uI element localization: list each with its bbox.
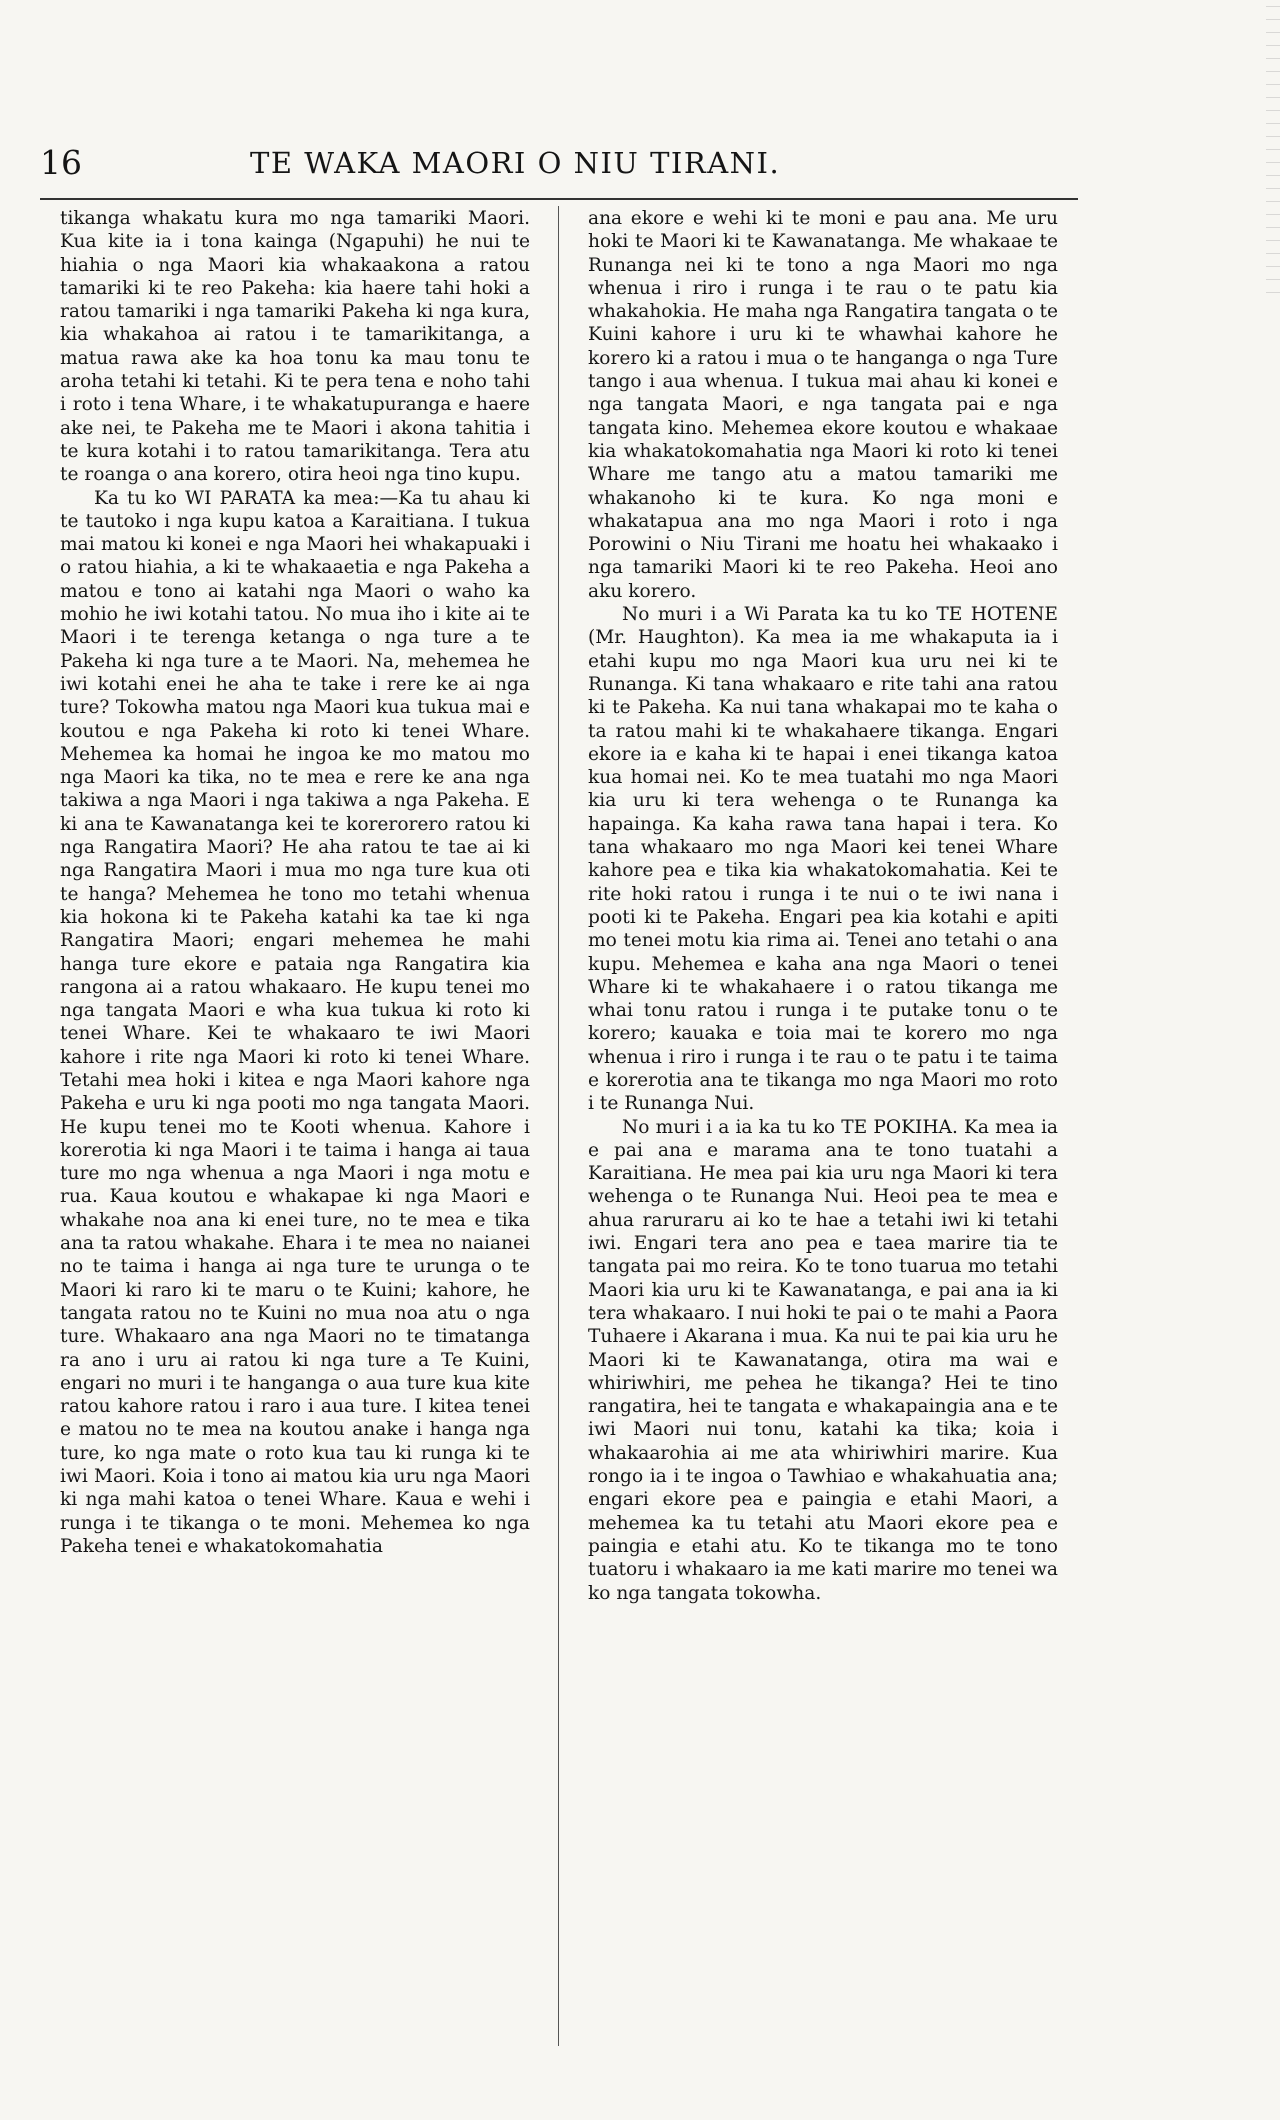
right-paragraph-2: No muri i a Wi Parata ka tu ko TE HOTENE (Mr. Haughton). Ka mea ia me whakaputa ia i etahi kupu mo nga Maori kua uru nei ki te Runanga. Ki tana whakaaro e rite tahi ana ratou ki te Pakeha. Ka nui tana whakapai mo te kaha o ta ratou mahi ki te whakahaere tikanga. Engari ekore ia e kaha ki te hapai i enei tikanga katoa kua homai nei. Ko te mea tuatahi mo nga Maori kia uru ki tera wehenga o te Runanga ka hapainga. Ka kaha rawa tana hapai i tera. Ko tana whakaaro mo nga Maori kei tenei Whare kahore pea e tika kia whakatokomahatia. Kei te rite hoki ratou i runga i te nui o te iwi nana i pooti ki te Pakeha. Engari pea kia kotahi e apiti mo tenei motu kia rima ai. Tenei ano tetahi o ana kupu. Mehemea e kaha ana nga Maori o tenei Whare ki te whakahaere i o ratou tikanga me whai tonu ratou i runga i te putake tonu o te korero; kauaka e toia mai te korero mo nga whenua i riro i runga i te rau o te patu i te taima e korerotia ana te tikanga mo nga Maori mo roto i te Runanga Nui. [588, 604, 1058, 1115]
right-paragraph-3: No muri i a ia ka tu ko TE POKIHA. Ka mea ia e pai ana e marama ana te tono tuatahi a Karaitiana. He mea pai kia uru nga Maori ki tera wehenga o te Runanga Nui. Heoi pea te mea e ahua raruraru ai ko te hae a tetahi iwi ki tetahi iwi. Engari tera ano pea e taea marire tia te tangata pai mo reira. Ko te tono tuarua mo tetahi Maori kia uru ki te Kawanatanga, e pai ana ia ki tera whakaaro. I nui hoki te pai o te mahi a Paora Tuhaere i Akarana i mua. Ka nui te pai kia uru he Maori ki te Kawanatanga, otira ma wai e whiriwhiri, me pehea he tikanga? Hei te tino rangatira, hei te tangata e whakapaingia ana e te iwi Maori nui tonu, katahi ka tika; koia i whakaarohia ai me ata whiriwhiri marire. Kua rongo ia i te ingoa o Tawhiao e whakahuatia ana; engari ekore pea e paingia e etahi Maori, a mehemea ka tu tetahi atu Maori ekore pea e paingia e etahi atu. Ko te tikanga mo te tono tuatoru i whakaaro ia me kati marire mo tenei wa ko nga tangata tokowha. [588, 1116, 1058, 1604]
header-rule [40, 198, 1078, 200]
right-paragraph-1: ana ekore e wehi ki te moni e pau ana. Me uru hoki te Maori ki te Kawanatanga. Me whakaae te Runanga nei ki te tono a nga Maori mo nga whenua i riro i runga i te rau o te patu kia whakahokia. He maha nga Rangatira tangata o te Kuini kahore i uru ki te whawhai kahore he korero ki a ratou i mua o te hanganga o nga Ture tango i aua whenua. I tukua mai ahau ki konei e nga tangata Maori, e nga tangata pai e nga tangata kino. Mehemea ekore koutou e whakaae kia whakatokomahatia nga Maori ki roto ki tenei Whare me tango atu a matou tamariki me whakanoho ki te kura. Ko nga moni e whakatapua ana mo nga Maori i roto i nga Porowini o Niu Tirani me hoatu hei whakaako i nga tamariki Maori ki te reo Pakeha. Heoi ano aku korero. [588, 208, 1058, 602]
left-paragraph-1: tikanga whakatu kura mo nga tamariki Maori. Kua kite ia i tona kainga (Ngapuhi) he nui te hiahia o nga Maori kia whakaakona a ratou tamariki ki te reo Pakeha: kia haere tahi hoki a ratou tamariki i nga tamariki Pakeha ki nga kura, kia whakahoa ai ratou i te tamarikitanga, a matua rawa ake ka hoa tonu ka mau tonu te aroha tetahi ki tetahi. Ki te pera tena e noho tahi i roto i tena Whare, i te whakatupuranga e haere ake nei, te Pakeha me te Maori i akona tahitia i te kura kotahi i to ratou tamarikitanga. Tera atu te roanga o ana korero, otira heoi nga tino kupu. [60, 208, 530, 486]
running-title: TE WAKA MAORI O NIU TIRANI. [250, 146, 781, 180]
page-edge-specks [1266, 0, 1280, 300]
left-column [60, 207, 530, 1558]
page-number: 16 [40, 143, 82, 182]
column-divider [558, 206, 559, 2046]
right-column [588, 207, 1058, 1605]
left-paragraph-2: Ka tu ko WI PARATA ka mea:—Ka tu ahau ki te tautoko i nga kupu katoa a Karaitiana. I tukua mai matou ki konei e nga Maori hei whakapuaki i o ratou hiahia, a ki te whakaaetia e nga Pakeha a matou e tono ai katahi nga Maori o waho ka mohio he iwi kotahi tatou. No mua iho i kite ai te Maori i te terenga ketanga o nga ture a te Pakeha ki nga ture a te Maori. Na, mehemea he iwi kotahi enei he aha te take i rere ke ai nga ture? Tokowha matou nga Maori kua tukua mai e koutou e nga Pakeha ki roto ki tenei Whare. Mehemea ka homai he ingoa ke mo matou mo nga Maori ka tika, no te mea e rere ke ana nga takiwa a nga Maori i nga takiwa a nga Pakeha. E ki ana te Kawanatanga kei te korerorero ratou ki nga Rangatira Maori? He aha ratou te tae ai ki nga Rangatira Maori i mua mo nga ture kua oti te hanga? Mehemea he tono mo tetahi whenua kia hokona ki te Pakeha katahi ka tae ki nga Rangatira Maori; engari mehemea he mahi hanga ture ekore e pataia nga Rangatira kia rangona ai a ratou whakaaro. He kupu tenei mo nga tangata Maori e wha kua tukua ki roto ki tenei Whare. Kei te whakaaro te iwi Maori kahore i rite nga Maori ki roto ki tenei Whare. Tetahi mea hoki i kitea e nga Maori kahore nga Pakeha e uru ki nga pooti mo nga tangata Maori. He kupu tenei mo te Kooti whenua. Kahore i korerotia ki nga Maori i te taima i hanga ai taua ture mo nga whenua a nga Maori i nga motu e rua. Kaua koutou e whakapae ki nga Maori e whakahe noa ana ki enei ture, no te mea e tika ana ta ratou whakahe. Ehara i te mea no naianei no te taima i hanga ai nga ture te urunga o te Maori ki raro ki te maru o te Kuini; kahore, he tangata ratou no te Kuini no mua noa atu o nga ture. Whakaaro ana nga Maori no te timatanga ra ano i uru ai ratou ki nga ture a Te Kuini, engari no muri i te hanganga o aua ture kua kite ratou kahore ratou i raro i aua ture. I kitea tenei e matou no te mea na koutou anake i hanga nga ture, ko nga mate o roto kua tau ki runga ki te iwi Maori. Koia i tono ai matou kia uru nga Maori ki nga mahi katoa o tenei Whare. Kaua e wehi i runga i te tikanga o te moni. Mehemea ko nga Pakeha tenei e whakatokomahatia [60, 487, 530, 1557]
page-header [40, 140, 1110, 186]
